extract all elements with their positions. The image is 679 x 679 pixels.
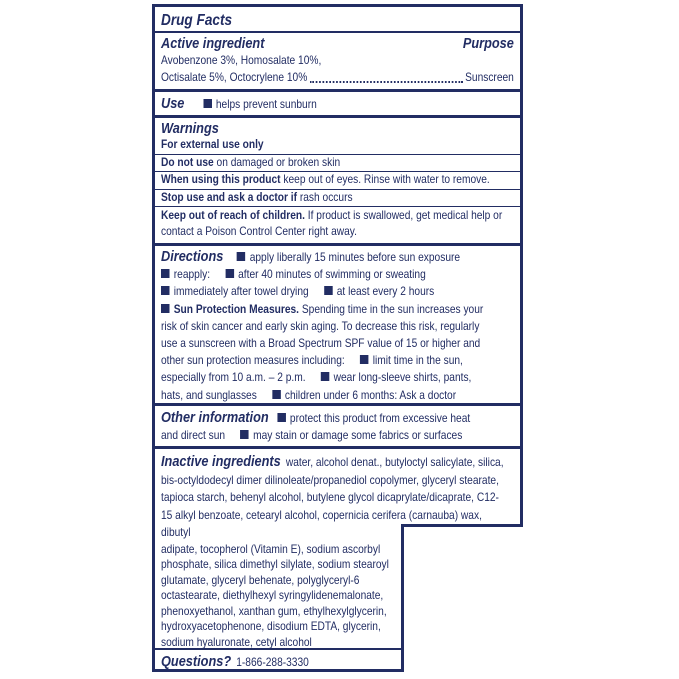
directions-wear-line2: hats, and sunglasses [161, 387, 257, 402]
directions-limit-line2: especially from 10 a.m. – 2 p.m. [161, 370, 306, 385]
questions-phone: 1-866-288-3330 [236, 655, 309, 669]
inactive-ingredients-section [152, 449, 523, 648]
other-stain: may stain or damage some fabrics or surfaces [253, 428, 463, 443]
directions-reapply: reapply: [173, 267, 211, 282]
directions-wear-line1: wear long-sleeve shirts, pants, [333, 370, 472, 385]
active-ingredient-line2-row [161, 69, 514, 86]
inactive-ingredients-wide-text [161, 453, 504, 542]
keep-out-bold: Keep out of reach of children. [161, 208, 305, 222]
keep-out-text: If product is swallowed, get medical help or contact a Poison Control Center right away. [161, 208, 503, 238]
sun-measures-line1: Spending time in the sun increases your [299, 301, 484, 316]
label-content [152, 4, 523, 672]
bullet-square-icon [161, 286, 170, 295]
directions-heading: Directions [161, 248, 224, 265]
warnings-heading: Warnings [161, 120, 219, 137]
sun-measures-line4: other sun protection measures including: [161, 353, 345, 368]
bullet-square-icon [161, 269, 170, 278]
active-ingredient-line1: Avobenzone 3%, Homosalate 10%, [161, 53, 322, 67]
bullet-square-icon [321, 372, 330, 381]
label-panel [152, 4, 523, 672]
purpose-value: Sunscreen [465, 70, 514, 84]
inactive-text-narrow: adipate, tocopherol (Vitamin E), sodium ascorbyl phosphate, silica dimethyl silylate, sodium stearoyl glutamate, glyceryl behenate, polyglyceryl-6 octastearate, diethylhexyl syringylidenemalonate, phenoxyethanol, xanthan gum, ethylhexylglycerin, hydroxyacetophenone, disodium EDTA, glycerin, sodium hyaluronate, cetyl alcohol [161, 541, 389, 648]
active-ingredient-line2: Octisalate 5%, Octocrylene 10% [161, 70, 308, 84]
stop-use-bold: Stop use and ask a doctor if [161, 189, 298, 204]
inactive-text-wide: water, alcohol denat., butyloctyl salicylate, silica, bis-octyldodecyl dimer dilinoleate/propanediol copolymer, glyceryl stearate, tapioca starch, behenyl alcohol, butylene glycol dicaprylate/dicaprate, C12-15 alkyl benzoate, cetearyl alcohol, copernicia cerifera (carnauba) wax, dibutyl [161, 455, 504, 539]
sun-measures-bold: Sun Protection Measures. [173, 301, 300, 316]
active-ingredient-header-row [161, 35, 514, 52]
bullet-square-icon [324, 286, 333, 295]
use-text: helps prevent sunburn [215, 97, 317, 111]
other-information-section [152, 406, 523, 449]
stop-use-text: rash occurs [297, 189, 353, 204]
do-not-use-bold: Do not use [161, 154, 214, 169]
questions-section [152, 648, 404, 672]
active-ingredient-heading: Active ingredient [161, 35, 265, 52]
other-information-heading: Other information [161, 409, 269, 426]
sun-measures-line2: risk of skin cancer and early skin aging. To decrease this risk, regularly [161, 318, 480, 333]
warnings-external-use-row [152, 137, 523, 155]
bullet-square-icon [272, 390, 281, 399]
directions-children: children under 6 months: Ask a doctor [284, 387, 457, 402]
bullet-square-icon [161, 304, 170, 313]
use-section [152, 92, 523, 118]
warnings-when-using-row [152, 172, 523, 190]
drug-facts-title: Drug Facts [161, 12, 233, 29]
warnings-stop-use-row [152, 190, 523, 208]
when-using-text: keep out of eyes. Rinse with water to remove. [280, 172, 490, 186]
directions-towel: immediately after towel drying [173, 284, 309, 299]
bullet-square-icon [240, 430, 249, 439]
bullet-square-icon [277, 413, 286, 422]
bullet-square-icon [360, 355, 369, 364]
directions-apply: apply liberally 15 minutes before sun exposure [249, 250, 461, 264]
warnings-section [152, 118, 523, 246]
other-heat-line2: and direct sun [161, 428, 226, 443]
directions-after-swimming: after 40 minutes of swimming or sweating [238, 267, 426, 282]
drug-facts-title-section [152, 4, 523, 33]
purpose-heading: Purpose [462, 35, 514, 52]
sun-measures-line3: use a sunscreen with a Broad Spectrum SPF value of 15 or higher and [161, 336, 481, 351]
directions-every-2-hours: at least every 2 hours [336, 284, 435, 299]
warnings-keep-out-row [152, 207, 523, 239]
dotted-leader [310, 81, 463, 83]
questions-heading: Questions? [161, 653, 232, 670]
when-using-bold: When using this product [161, 172, 281, 186]
bullet-square-icon [225, 269, 234, 278]
directions-limit-line1: limit time in the sun, [372, 353, 463, 368]
other-heat-line1: protect this product from excessive heat [289, 411, 471, 425]
warnings-do-not-use-row [152, 155, 523, 173]
active-ingredient-section [152, 33, 523, 92]
do-not-use-text: on damaged or broken skin [213, 154, 341, 169]
bullet-square-icon [203, 99, 212, 108]
use-heading: Use [161, 95, 185, 112]
inactive-ingredients-heading: Inactive ingredients [161, 453, 281, 470]
directions-section [152, 246, 523, 406]
bullet-square-icon [237, 252, 246, 261]
external-use-text: For external use only [161, 137, 264, 151]
